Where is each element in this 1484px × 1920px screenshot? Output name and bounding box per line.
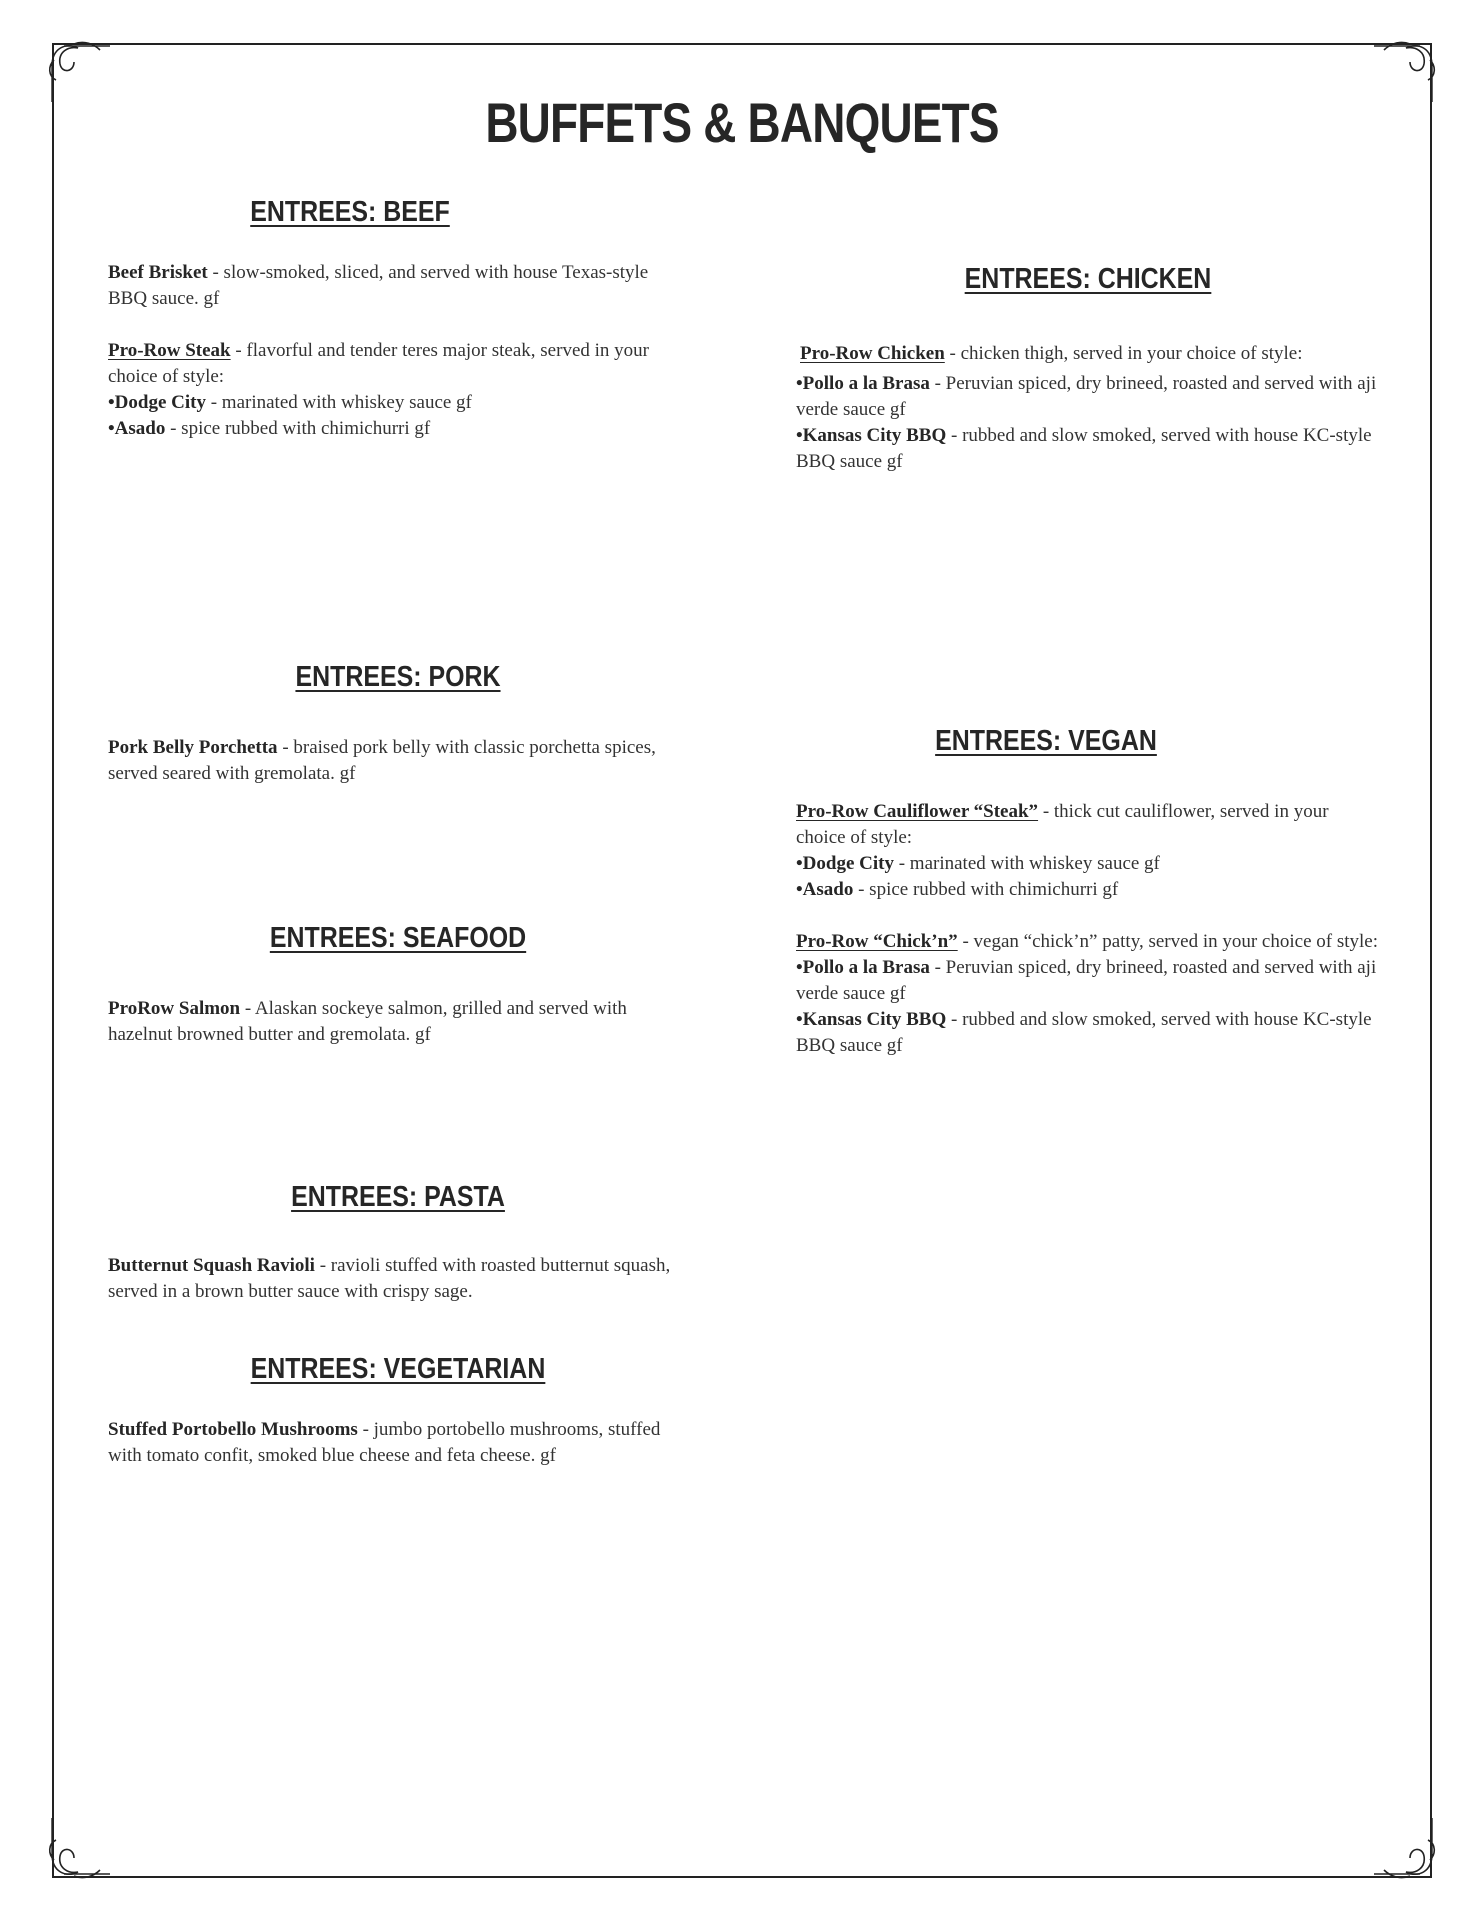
style-option xyxy=(108,416,688,442)
item-description: - ravioli stuffed with roasted butternut squash, served in a brown butter sauce with crispy sage. xyxy=(108,1255,671,1302)
style-name: Pollo a la Brasa xyxy=(802,373,930,394)
style-option xyxy=(796,851,1380,877)
section-beef xyxy=(108,260,688,442)
style-name: Kansas City BBQ xyxy=(802,425,947,446)
menu-item xyxy=(108,996,688,1048)
menu-item xyxy=(108,1417,688,1469)
style-description: - marinated with whiskey sauce gf xyxy=(205,392,472,413)
item-name: Pork Belly Porchetta xyxy=(108,737,278,758)
style-description: - Peruvian spiced, dry brineed, roasted and served with aji verde sauce gf xyxy=(796,957,1377,1004)
heading-pork: ENTREES: PORK xyxy=(295,661,501,693)
style-name: Dodge City xyxy=(114,392,206,413)
item-description: - slow-smoked, sliced, and served with house Texas-style BBQ sauce. gf xyxy=(108,262,649,309)
corner-flourish-top-left xyxy=(44,36,114,106)
corner-flourish-bottom-left xyxy=(44,1814,114,1884)
style-name: Pollo a la Brasa xyxy=(802,957,930,978)
section-chicken xyxy=(796,341,1380,475)
style-name: Asado xyxy=(802,879,854,900)
style-description: - spice rubbed with chimichurri gf xyxy=(165,418,431,439)
bullet: • xyxy=(796,373,803,394)
bullet: • xyxy=(796,853,803,874)
section-seafood xyxy=(108,996,688,1048)
style-option xyxy=(796,955,1380,1007)
item-description: - braised pork belly with classic porchetta spices, served seared with gremolata. gf xyxy=(108,737,656,784)
bullet: • xyxy=(796,957,803,978)
corner-flourish-bottom-right xyxy=(1370,1814,1440,1884)
menu-item xyxy=(796,929,1380,955)
style-name: Dodge City xyxy=(802,853,894,874)
item-name: Stuffed Portobello Mushrooms xyxy=(108,1419,358,1440)
bullet: • xyxy=(796,1009,803,1030)
corner-flourish-top-right xyxy=(1370,36,1440,106)
style-option xyxy=(796,1007,1380,1059)
heading-chicken: ENTREES: CHICKEN xyxy=(964,263,1212,295)
menu-item xyxy=(108,1253,688,1305)
menu-item xyxy=(796,799,1380,851)
style-description: - rubbed and slow smoked, served with house KC-style BBQ sauce gf xyxy=(796,1009,1372,1056)
style-description: - spice rubbed with chimichurri gf xyxy=(853,879,1119,900)
heading-vegetarian: ENTREES: VEGETARIAN xyxy=(250,1353,546,1385)
section-vegetarian xyxy=(108,1417,688,1469)
style-name: Kansas City BBQ xyxy=(802,1009,947,1030)
page-title: BUFFETS & BANQUETS xyxy=(485,91,999,154)
heading-seafood: ENTREES: SEAFOOD xyxy=(269,922,527,954)
item-name: Beef Brisket xyxy=(108,262,208,283)
item-description: - jumbo portobello mushrooms, stuffed with tomato confit, smoked blue cheese and feta cheese. gf xyxy=(108,1419,661,1466)
menu-item xyxy=(796,341,1380,367)
section-pasta xyxy=(108,1253,688,1305)
style-option xyxy=(108,390,688,416)
item-description: - thick cut cauliflower, served in your choice of style: xyxy=(796,801,1329,848)
item-description: - Alaskan sockeye salmon, grilled and served with hazelnut browned butter and gremolata. gf xyxy=(108,998,627,1045)
item-name: Pro-Row Chicken xyxy=(800,343,945,364)
style-option xyxy=(796,371,1380,423)
bullet: • xyxy=(108,418,115,439)
style-description: - rubbed and slow smoked, served with house KC-style BBQ sauce gf xyxy=(796,425,1372,472)
item-name: Butternut Squash Ravioli xyxy=(108,1255,315,1276)
menu-item xyxy=(108,338,688,390)
section-pork xyxy=(108,735,688,787)
bullet: • xyxy=(796,425,803,446)
menu-item xyxy=(108,260,688,312)
heading-vegan: ENTREES: VEGAN xyxy=(935,725,1157,757)
heading-beef: ENTREES: BEEF xyxy=(250,196,450,228)
menu-item xyxy=(108,735,688,787)
bullet: • xyxy=(796,879,803,900)
item-description: - vegan “chick’n” patty, served in your choice of style: xyxy=(957,931,1378,952)
style-option xyxy=(796,877,1380,903)
style-option xyxy=(796,423,1380,475)
style-description: - marinated with whiskey sauce gf xyxy=(893,853,1160,874)
bullet: • xyxy=(108,392,115,413)
item-description: - flavorful and tender teres major steak, served in your choice of style: xyxy=(108,340,649,387)
style-name: Asado xyxy=(114,418,166,439)
style-description: - Peruvian spiced, dry brineed, roasted and served with aji verde sauce gf xyxy=(796,373,1377,420)
section-vegan xyxy=(796,799,1380,1059)
item-description: - chicken thigh, served in your choice of style: xyxy=(944,343,1303,364)
heading-pasta: ENTREES: PASTA xyxy=(291,1181,505,1213)
item-name: Pro-Row “Chick’n” xyxy=(796,931,958,952)
item-name: ProRow Salmon xyxy=(108,998,241,1019)
item-name: Pro-Row Cauliflower “Steak” xyxy=(796,801,1039,822)
item-name: Pro-Row Steak xyxy=(108,340,231,361)
